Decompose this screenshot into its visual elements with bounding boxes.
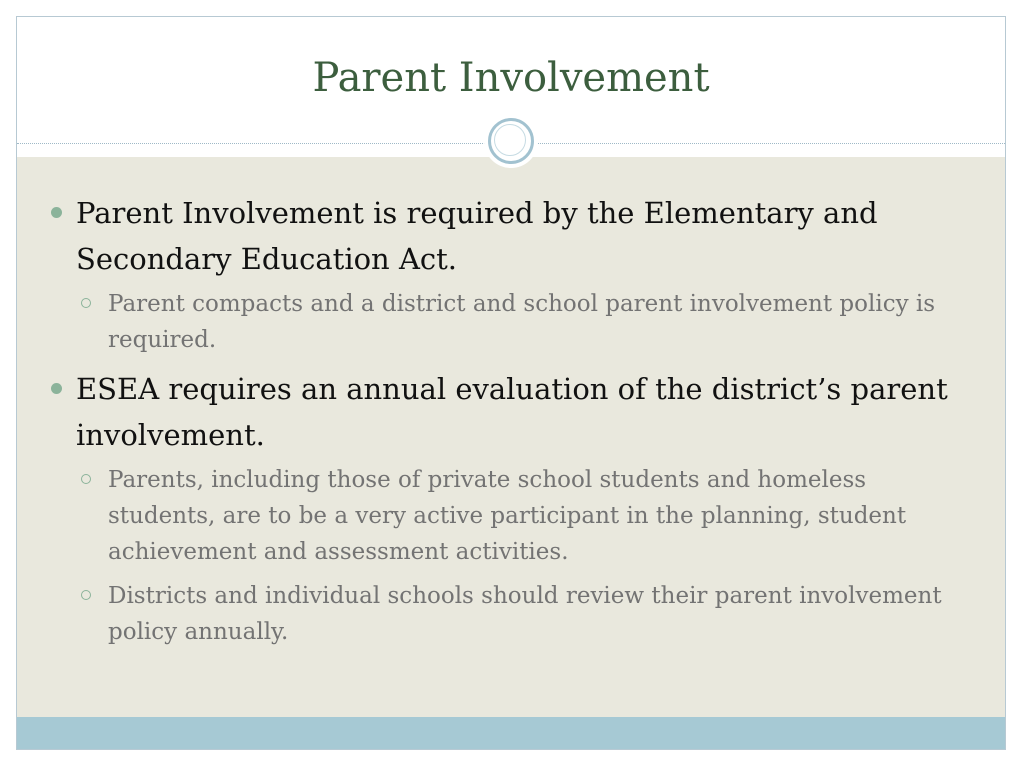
sub-bullet-text: Districts and individual schools should review their parent involvement policy annually.: [108, 583, 942, 645]
bullet-dot-icon: [51, 207, 62, 218]
bullet-dot-icon: [51, 383, 62, 394]
sub-bullet-ring-icon: [81, 298, 91, 308]
footer-bar: [17, 717, 1005, 750]
bullet-text: ESEA requires an annual evaluation of the district’s parent involvement.: [76, 372, 948, 452]
sub-bullet-ring-icon: [81, 474, 91, 484]
sub-bullet-ring-icon: [81, 590, 91, 600]
sub-bullet-item: [80, 286, 948, 358]
bullet-list: [48, 190, 948, 650]
slide-title: Parent Involvement: [312, 55, 710, 101]
sub-bullet-text: Parents, including those of private school students and homeless students, are to be a very active participant in the planning, student achievement and assessment activities.: [108, 467, 907, 565]
circle-ornament-ring: [488, 118, 534, 164]
sub-bullet-text: Parent compacts and a district and school parent involvement policy is required.: [108, 291, 936, 353]
bullet-item: [48, 190, 948, 282]
sub-bullet-item: [80, 578, 948, 650]
sub-bullet-item: [80, 462, 948, 570]
bullet-text: Parent Involvement is required by the Elementary and Secondary Education Act.: [76, 196, 878, 276]
circle-ornament-icon: [484, 114, 538, 168]
bullet-item: [48, 366, 948, 458]
